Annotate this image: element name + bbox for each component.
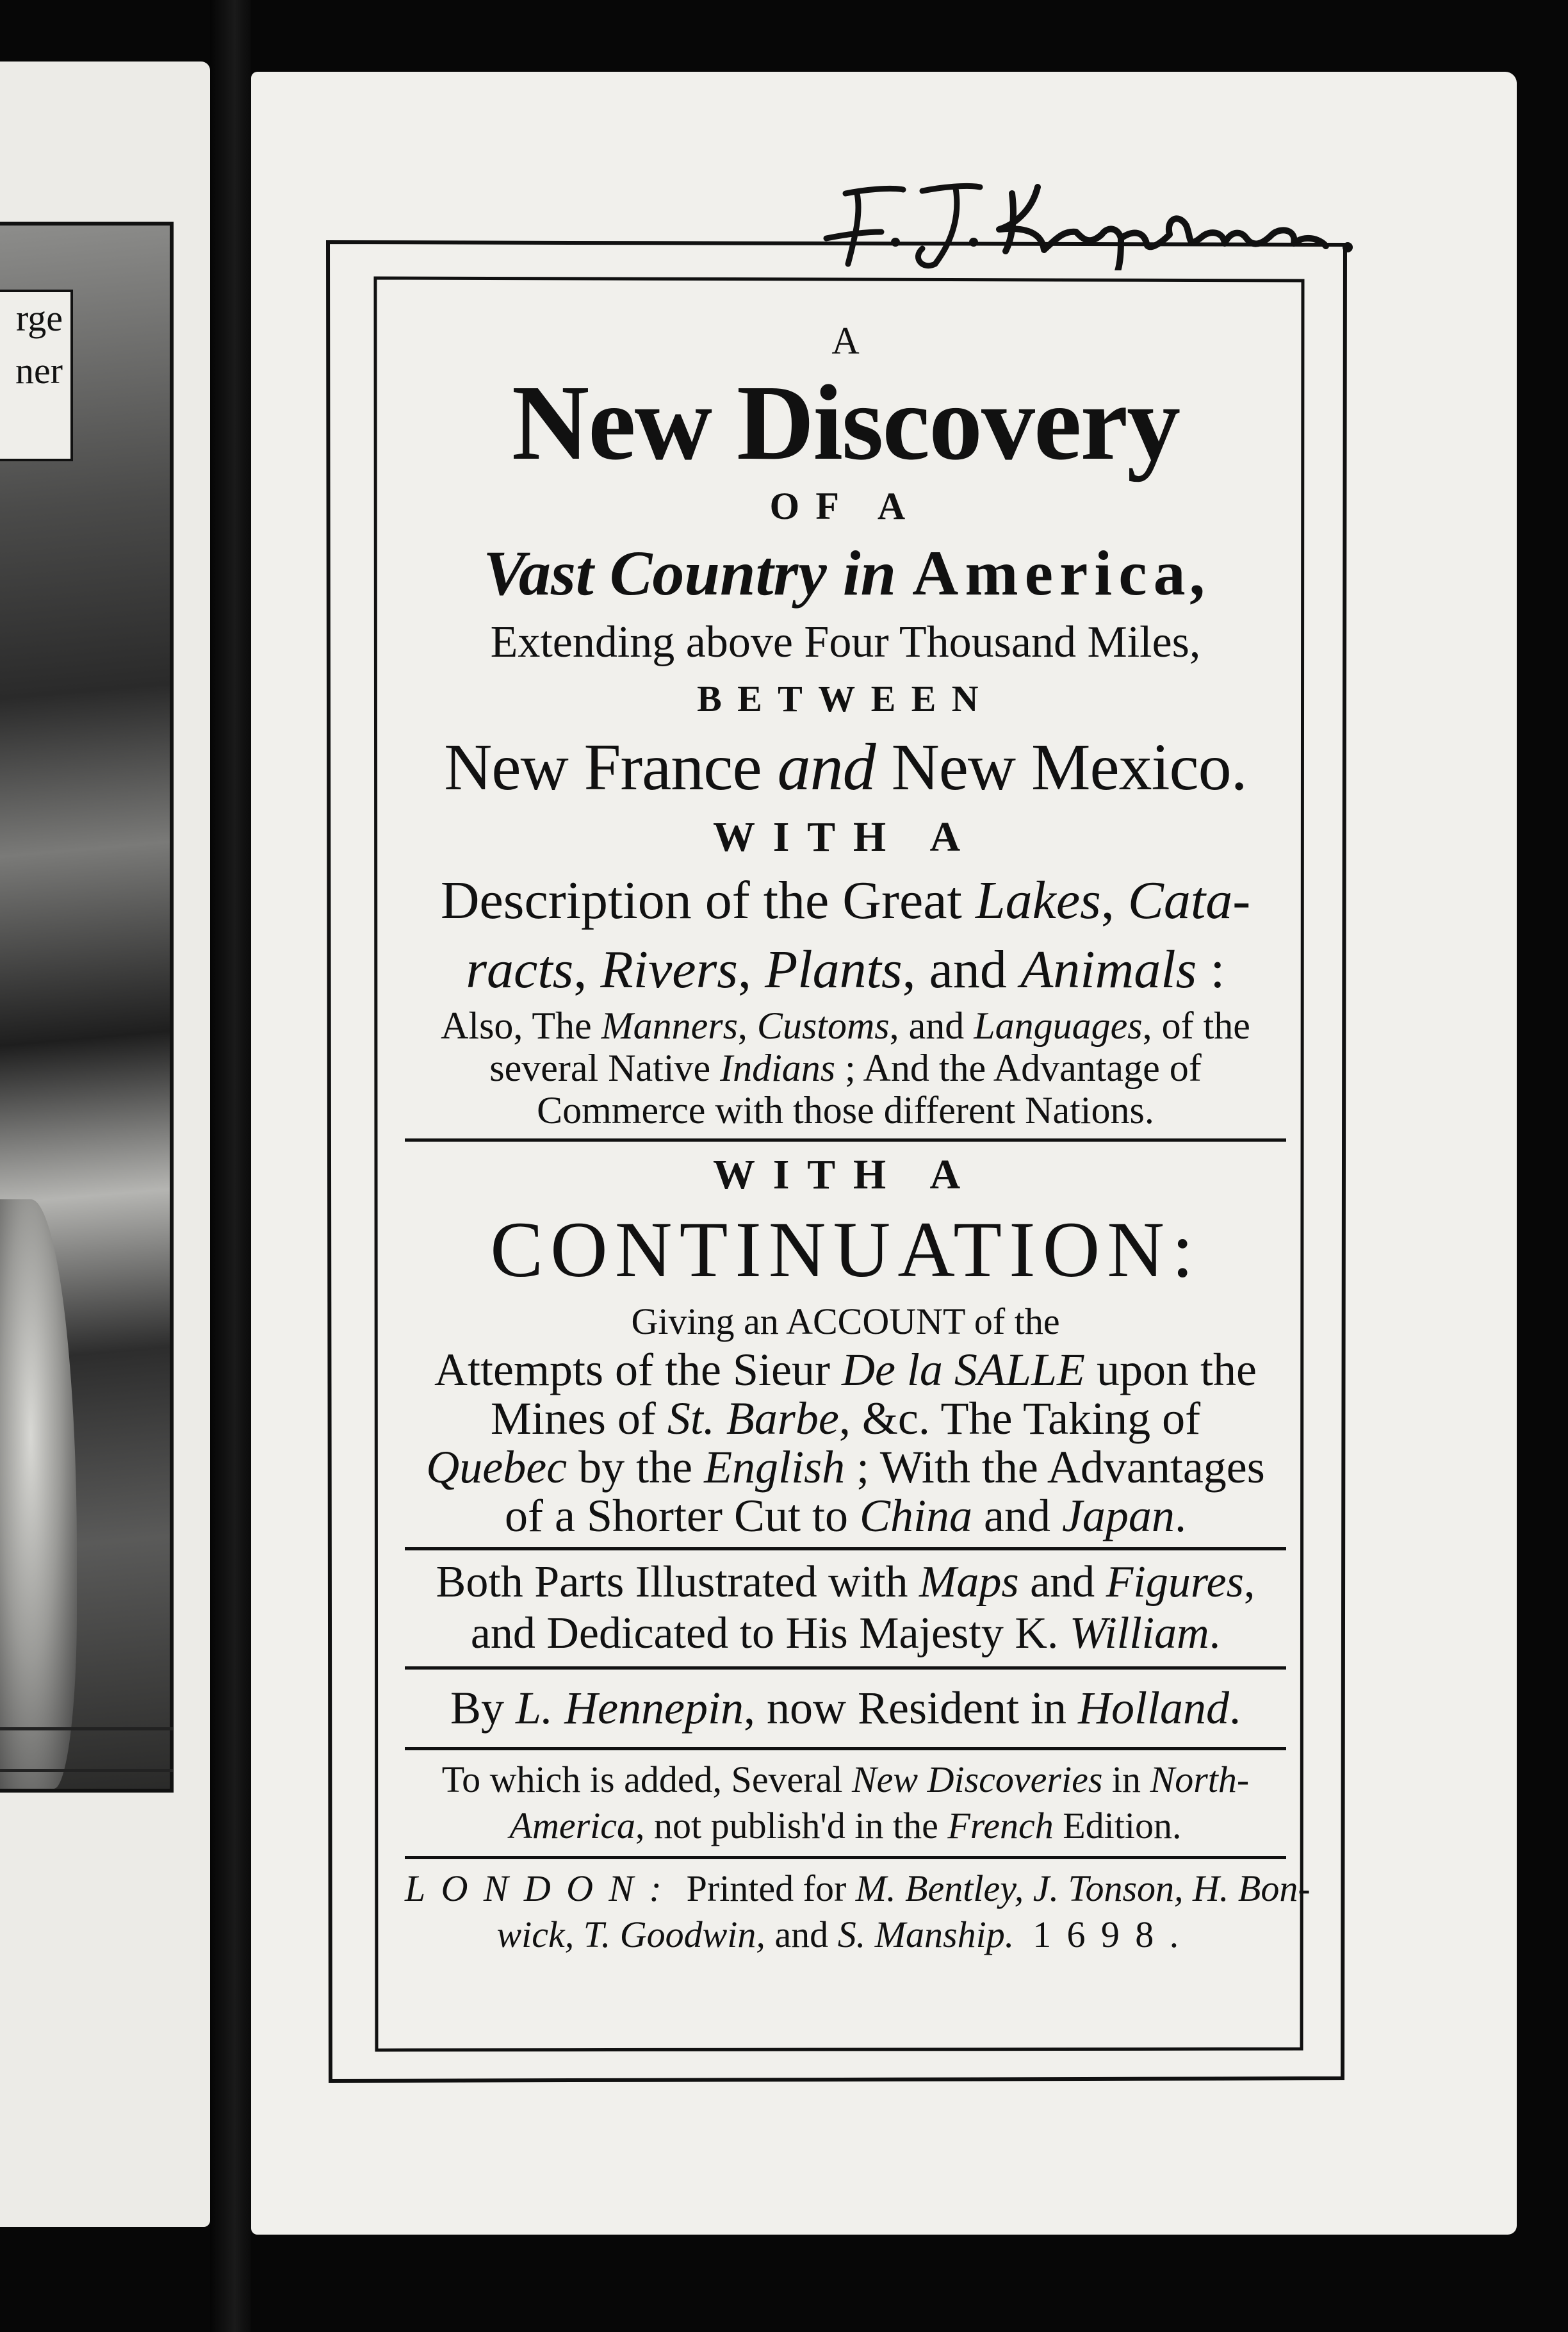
added-line-1 (405, 1757, 1286, 1803)
parts-text-2: and (1018, 1557, 1106, 1607)
also-text-4: , of the (1142, 1005, 1250, 1047)
attempts-text-1: Attempts of the Sieur (434, 1344, 842, 1395)
mines-text-1: Mines of (490, 1393, 667, 1444)
engraving-base-rule (0, 1727, 173, 1772)
shorter-text-2: and (972, 1490, 1062, 1541)
added-america: America (509, 1805, 636, 1846)
rule-5 (405, 1849, 1286, 1866)
continuation-heading: CONTINUATION: (490, 1206, 1201, 1293)
several-text-2: ; And the Advantage of (835, 1047, 1202, 1089)
several-indians: Indians (720, 1047, 836, 1089)
title-article: A (831, 320, 860, 362)
rule-2 (405, 1540, 1286, 1557)
vast-comma: , (1191, 538, 1208, 609)
also-manners: Manners (601, 1005, 738, 1047)
added-north: North- (1150, 1759, 1250, 1800)
rule-1 (405, 1131, 1286, 1148)
also-text-1: Also, The (441, 1005, 601, 1047)
several-text-1: several Native (489, 1047, 721, 1089)
shorter-cut-line (405, 1491, 1286, 1540)
printers-names-1: M. Bentley, J. Tonson, H. Bon- (855, 1868, 1311, 1909)
between-line: BETWEEN (697, 678, 994, 719)
parts-line (405, 1557, 1286, 1608)
imprint-and: and (765, 1914, 838, 1955)
new-mexico-text: New Mexico. (875, 730, 1247, 804)
attempts-line (405, 1345, 1286, 1394)
desc-plants: Plants (764, 940, 902, 999)
dedicated-william: William (1069, 1609, 1209, 1658)
desc-end: : (1196, 940, 1225, 999)
parts-maps: Maps (919, 1557, 1019, 1607)
with-a-line: WITH A (713, 814, 978, 860)
with-a-line-2: WITH A (713, 1151, 978, 1198)
new-france-line (405, 727, 1286, 809)
added-text-2: in (1102, 1759, 1150, 1800)
also-line (405, 1005, 1286, 1047)
quebec-text: Quebec (426, 1441, 568, 1493)
rule-3 (405, 1659, 1286, 1676)
also-text-2: , (737, 1005, 757, 1047)
desc-text-2: , (1100, 871, 1128, 930)
imprint-line-1 (405, 1866, 1311, 1912)
attempts-de-la-salle: De la SALLE (841, 1344, 1085, 1395)
printers-names-2: wick, T. Goodwin, (496, 1914, 765, 1955)
also-customs: Customs (756, 1005, 890, 1047)
and-text: and (777, 730, 876, 804)
london-text: LONDON: (405, 1868, 678, 1909)
new-france-text: New France (444, 730, 778, 804)
several-line (405, 1047, 1286, 1089)
shorter-china: China (859, 1490, 972, 1541)
desc-lakes: Lakes (975, 871, 1101, 930)
desc-sep-1: , (573, 940, 601, 999)
also-text-3: , and (889, 1005, 974, 1047)
desc-and: , and (902, 940, 1020, 999)
extending-line: Extending above Four Thousand Miles, (490, 618, 1201, 667)
america-text: America (912, 538, 1192, 609)
also-languages: Languages (974, 1005, 1143, 1047)
shorter-japan: Japan (1061, 1490, 1175, 1541)
by-text: By (450, 1682, 516, 1734)
title-page-text (405, 315, 1311, 1958)
parts-figures: Figures (1106, 1557, 1244, 1607)
added-line-2 (405, 1803, 1286, 1849)
facing-page (0, 62, 210, 2227)
dedicated-text-1: and Dedicated to His Majesty K. (470, 1609, 1070, 1658)
frontispiece-engraving (0, 222, 174, 1793)
quebec-text-2: by the (567, 1441, 705, 1493)
rule-4 (405, 1740, 1286, 1757)
shorter-text-3: . (1174, 1490, 1186, 1541)
parts-text-3: , (1243, 1557, 1255, 1607)
frontispiece-label-line-2: ner (15, 350, 63, 391)
quebec-line (405, 1443, 1286, 1491)
printed-for-text: Printed for (677, 1868, 856, 1909)
author-name: L. Hennepin (516, 1682, 744, 1734)
quebec-english: English (704, 1441, 845, 1493)
added-french: French (947, 1805, 1054, 1846)
imprint-line-2 (405, 1912, 1286, 1958)
by-end: . (1229, 1682, 1241, 1734)
parts-text-1: Both Parts Illustrated with (436, 1557, 920, 1607)
frontispiece-label-line-1: rge (15, 297, 63, 339)
resident-text: , now Resident in (744, 1682, 1078, 1734)
giving-line: Giving an ACCOUNT of the (631, 1301, 1060, 1342)
desc-rivers: Rivers (600, 940, 738, 999)
shorter-text-1: of a Shorter Cut to (505, 1490, 860, 1541)
description-line-1 (405, 866, 1286, 935)
dedicated-text-2: . (1209, 1609, 1221, 1658)
description-line-2 (405, 935, 1286, 1005)
added-text-1: To which is added, Several (441, 1759, 852, 1800)
main-title: New Discovery (511, 363, 1180, 482)
quebec-text-3: ; With the Advantages (845, 1441, 1265, 1493)
commerce-line: Commerce with those different Nations. (537, 1089, 1154, 1131)
printer-manship: S. Manship. (837, 1914, 1015, 1955)
desc-text-1: Description of the Great (440, 871, 976, 930)
added-new-discoveries: New Discoveries (851, 1759, 1103, 1800)
desc-cata: Cata- (1127, 871, 1251, 930)
title-of-a: OF A (769, 485, 922, 527)
mines-st-barbe: St. Barbe (667, 1393, 839, 1444)
attempts-text-2: upon the (1084, 1344, 1257, 1395)
engraved-figure (0, 1199, 77, 1789)
desc-sep-2: , (737, 940, 765, 999)
title-vast-country-line (405, 533, 1286, 614)
desc-animals: Animals (1020, 940, 1197, 999)
book-gutter-shadow (210, 0, 251, 2332)
added-text-4: Edition. (1053, 1805, 1182, 1846)
frontispiece-label (0, 290, 73, 461)
title-page (251, 72, 1517, 2235)
mines-line (405, 1394, 1286, 1443)
mines-text-2: , &c. The Taking of (838, 1393, 1201, 1444)
desc-racts: racts (466, 940, 574, 999)
author-line (405, 1676, 1286, 1740)
vast-country-text: Vast Country in (483, 538, 913, 609)
holland-text: Holland (1077, 1682, 1229, 1734)
dedicated-line (405, 1608, 1286, 1659)
added-text-3: , not publish'd in the (635, 1805, 948, 1846)
imprint-year: 1698. (1033, 1914, 1195, 1955)
